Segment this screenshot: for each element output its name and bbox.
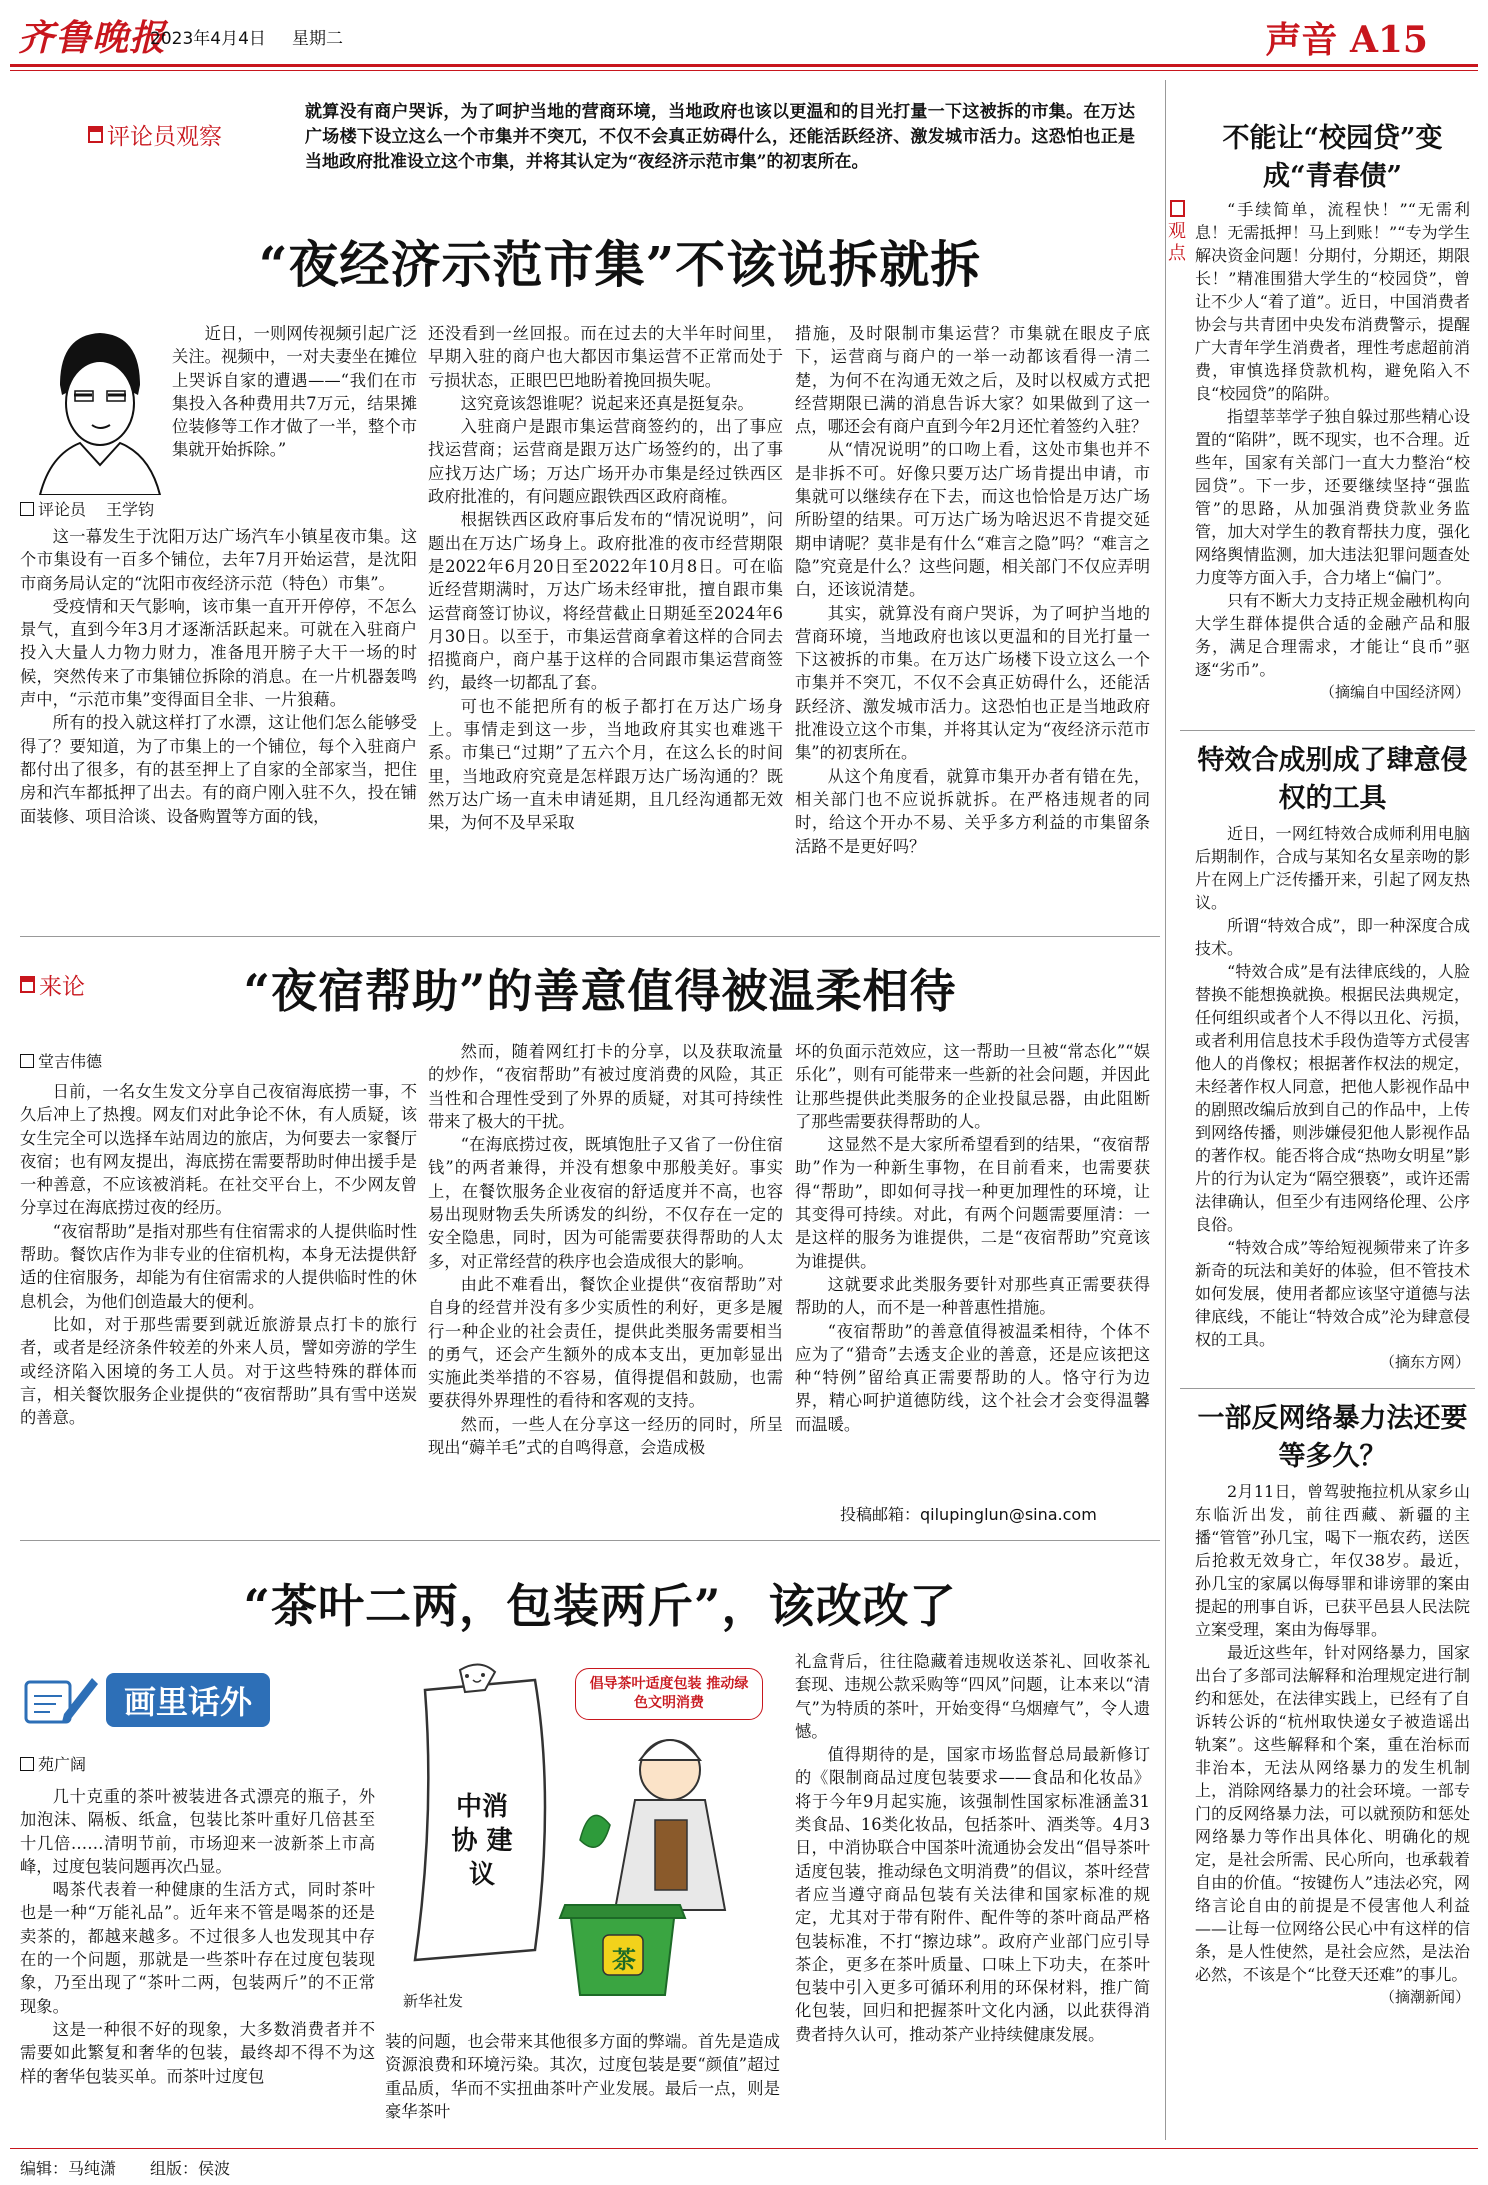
article1-column-2 xyxy=(428,322,783,835)
paragraph: 这是一种很不好的现象，大多数消费者并不需要如此繁复和奢华的包装，最终却不得不为这样的奢华包装买单。而茶叶过度包 xyxy=(20,2019,375,2086)
section-tag-commentary: 评论员观察 xyxy=(88,118,222,151)
paragraph: 最近这些年，针对网络暴力，国家出台了多部司法解释和治理规定进行制约和惩处，在法律实践上，已经有了自诉转公诉的“杭州取快递女子被造谣出轨案”。这些解释和个案，重在治标而非治本，无法从网络暴力的发生机制上，消除网络暴力的社会环境。一部专门的反网络暴力法，可以就预防和惩处网络暴力等作出具体化、明确化的规定，是社会所需、民心所向，也承载着自由的价值。“按键伤人”违法必究，网络言论自由的前提是不侵害他人利益——让每一位网络公民心中有这样的信条，是人性使然，是社会应然，是法治必然，不该是个“比登天还难”的事儿。 xyxy=(1195,1643,1470,1984)
article1-intro: 就算没有商户哭诉，为了呵护当地的营商环境，当地政府也该以更温和的目光打量一下这被拆的市集。在万达广场楼下设立这么一个市集并不突兀，不仅不会真正妨碍什么，还能活跃经济、激发城市活力。这恐怕也正是当地政府批准设立这个市集，并将其认定为“夜经济示范市集”的初衷所在。 xyxy=(305,102,1135,172)
paragraph: 入驻商户是跟市集运营商签约的，出了事应找运营商；运营商是跟万达广场签约的，出了事应找万达广场；万达广场开办市集是经过铁西区政府批准的，有问题应跟铁西区政府商榷。 xyxy=(428,417,783,507)
article3-byline: 苑广阔 xyxy=(20,1752,86,1775)
paragraph: “在海底捞过夜，既填饱肚子又省了一份住宿钱”的两者兼得，并没有想象中那般美好。事实上，在餐饮服务企业夜宿的舒适度并不高，也容易出现财物丢失所诱发的纠纷，不仅存在一定的安全隐患，同时，因为可能需要获得帮助的人太多，对正常经营的秩序也会造成很大的影响。 xyxy=(428,1135,783,1271)
paragraph: 其实，就算没有商户哭诉，为了呵护当地的营商环境，当地政府也该以更温和的目光打量一下这被拆的市集。在万达广场楼下设立这么一个市集并不突兀，不仅不会真正妨碍什么，还能活跃经济、激发城市活力。这恐怕也正是当地政府批准设立这个市集，并将其认定为“夜经济示范市集”的初衷所在。 xyxy=(795,603,1150,763)
paragraph: 指望莘莘学子独自躲过那些精心设置的“陷阱”，既不现实，也不合理。近些年，国家有关部门一直大力整治“校园贷”。下一步，还要继续坚持“强监管”的思路，从加强消费贷款业务监管，加大对学生的教育帮扶力度，强化网络舆情监测，加大违法犯罪问题查处力度等方面入手，合力堵上“偏门”。 xyxy=(1195,407,1470,587)
header-rule-thin xyxy=(10,70,1478,71)
paragraph: 还没看到一丝回报。而在过去的大半年时间里，早期入驻的商户也大都因市集运营不正常而处于亏损状态，正眼巴巴地盼着挽回损失呢。 xyxy=(428,324,783,390)
article1-column-1b xyxy=(20,525,417,828)
paragraph: “特效合成”等给短视频带来了许多新奇的玩法和美好的体验，但不管技术如何发展，使用者都应该坚守道德与法律底线，不能让“特效合成”沦为肆意侵权的工具。 xyxy=(1195,1238,1470,1349)
paragraph: 然而，一些人在分享这一经历的同时，所呈现出“薅羊毛”式的自鸣得意，会造成极 xyxy=(428,1414,783,1458)
article2-headline: “夜宿帮助”的善意值得被温柔相待 xyxy=(243,964,957,1018)
article1-byline: 评论员 王学钧 xyxy=(20,497,154,520)
cartoon-credit: 新华社发 xyxy=(403,1992,464,2010)
paragraph: 2月11日，曾驾驶拖拉机从家乡山东临沂出发，前往西藏、新疆的主播“管管”孙几宝，喝下一瓶农药，送医后抢救无效身亡，年仅38岁。最近，孙几宝的家属以侮辱罪和诽谤罪的案由提起的刑事自诉，已获平邑县人民法院立案受理，案由为侮辱罪。 xyxy=(1195,1482,1470,1639)
section-divider xyxy=(20,1540,1160,1541)
cartoon-sign-text: 中消协 建议 xyxy=(451,1792,513,1890)
article1-column-1a xyxy=(172,322,417,462)
paragraph: 近日，一则网传视频引起广泛关注。视频中，一对夫妻坐在摊位上哭诉自家的遭遇——“我们在市集投入各种费用共7万元，结果摊位装修等工作才做了一半，整个市集就开始拆除。” xyxy=(172,324,417,460)
article1-column-3 xyxy=(795,322,1150,858)
cartoon-bin-label: 茶 xyxy=(612,1945,636,1974)
source-credit: （摘编自中国经济网） xyxy=(1319,683,1470,701)
paragraph: 然而，随着网红打卡的分享，以及获取流量的炒作，“夜宿帮助”有被过度消费的风险，其正当性和合理性受到了外界的质疑，对其可持续性带来了极大的干扰。 xyxy=(428,1042,783,1131)
article3-headline: “茶叶二两，包装两斤”，该改改了 xyxy=(243,1579,957,1633)
pen-paper-icon xyxy=(20,1670,100,1730)
paragraph: 措施，及时限制市集运营？市集就在眼皮子底下，运营商与商户的一举一动都该看得一清二楚，为何不在沟通无效之后，及时以权威方式把经营期限已满的消息告诉大家？如果做到了这一点，哪还会有商户直到今年2月还忙着签约入驻？ xyxy=(795,324,1150,437)
byline-marker xyxy=(20,502,34,516)
source-credit: （摘东方网） xyxy=(1379,1353,1470,1371)
paragraph: 根据铁西区政府事后发布的“情况说明”，问题出在万达广场身上。政府批准的夜市经营期限是2022年6月20日至2022年10月8日。可在临近经营期满时，万达广场未经审批，擅自跟市集运营商签订协议，将经营截止日期延至2024年6月30日。以至于，市集运营商拿着这样的合同去招揽商户，商户基于这样的合同跟市集运营商签约，最终一切都乱了套。 xyxy=(428,510,783,693)
paragraph: 所有的投入就这样打了水漂，这让他们怎么能够受得了？要知道，为了市集上的一个铺位，每个入驻商户都付出了很多，有的甚至押上了自家的全部家当，把住房和汽车都抵押了出去。有的商户刚入驻不久，投在铺面装修、项目洽谈、设备购置等方面的钱， xyxy=(20,713,417,826)
source-credit: （摘潮新闻） xyxy=(1379,1988,1470,2006)
author-portrait xyxy=(30,315,170,495)
article3-column-2 xyxy=(385,2030,780,2123)
issue-date: 2023年4月4日 xyxy=(150,29,266,49)
paragraph: “手续简单，流程快！”“无需利息！无需抵押！马上到账！”“专为学生解决资金问题！分期付，分期还，期限长！”精准围猎大学生的“校园贷”，曾让不少人“着了道”。近日，中国消费者协会与共青团中央发布消费警示，提醒广大青年学生消费者，理性考虑超前消费，审慎选择贷款机构，避免陷入不良“校园贷”的陷阱。 xyxy=(1195,200,1470,403)
sidebar-rule xyxy=(1180,730,1475,731)
sidebar-item3-body xyxy=(1195,1480,1470,2009)
paragraph: 这究竟该怨谁呢？说起来还真是挺复杂。 xyxy=(460,393,754,413)
paragraph: 这就要求此类服务要针对那些真正需要获得帮助的人，而不是一种普惠性措施。 xyxy=(795,1274,1150,1318)
article2-column-1 xyxy=(20,1080,417,1429)
byline-marker xyxy=(20,1054,34,1068)
sidebar-item1-body xyxy=(1195,198,1470,704)
paragraph: 从“情况说明”的口吻上看，这处市集也并不是非拆不可。好像只要万达广场肯提出申请，市集就可以继续存在下去，而这也恰恰是万达广场所盼望的结果。可万达广场为啥迟迟不肯提交延期申请呢？莫非是有什么“难言之隐”吗？“难言之隐”究竟是什么？这些问题，相关部门不仅应弄明白，还该说清楚。 xyxy=(795,440,1150,600)
article2-column-2 xyxy=(428,1040,783,1459)
paragraph: 受疫情和天气影响，该市集一直开开停停，不怎么景气，直到今年3月才逐渐活跃起来。可就在入驻商户投入大量人力物力财力，准备甩开膀子大干一场的时候，突然传来了市集铺位拆除的消息。在一片机器轰鸣声中，“示范市集”变得面目全非、一片狼藉。 xyxy=(20,596,417,710)
paragraph: 坏的负面示范效应，这一帮助一旦被“常态化”“娱乐化”，则有可能带来一些新的社会问题，并因此让那些提供此类服务的企业投鼠忌器，由此阻断了那些需要获得帮助的人。 xyxy=(795,1042,1150,1131)
paragraph: 喝茶代表着一种健康的生活方式，同时茶叶也是一种“万能礼品”。近年来不管是喝茶的还是卖茶的，都越来越多。不过很多人也发现其中存在的一个问题，那就是一些茶叶存在过度包装现象，乃至出现了“茶叶二两，包装两斤”的不正常现象。 xyxy=(20,1880,375,2016)
newspaper-logo: 齐鲁晚报 xyxy=(18,17,167,59)
sidebar-item1-title: 不能让“校园贷”变成“青春债” xyxy=(1222,123,1443,192)
paragraph: “夜宿帮助”是指对那些有住宿需求的人提供临时性帮助。餐饮店作为非专业的住宿机构，本身无法提供舒适的住宿服务，却能为有住宿需求的人提供临时性的休息机会，为他们创造最大的便利。 xyxy=(20,1221,417,1311)
submission-email: 投稿邮箱：qilupinglun@sina.com xyxy=(840,1505,1097,1524)
byline-marker xyxy=(20,1757,34,1771)
column-logo-text: 画里话外 xyxy=(106,1673,270,1727)
paragraph: 礼盒背后，往往隐藏着违规收送茶礼、回收茶礼套现、违规公款采购等“四风”问题，让本来以“清气”为特质的茶叶，开始变得“乌烟瘴气”，令人遗憾。 xyxy=(795,1652,1150,1741)
tag-icon xyxy=(1170,200,1185,217)
tag-icon xyxy=(20,976,35,993)
sidebar-rule xyxy=(1180,1388,1475,1389)
footer-rule xyxy=(10,2148,1478,2149)
sidebar-item3-title: 一部反网络暴力法还要等多久？ xyxy=(1197,1403,1468,1472)
paragraph: 这一幕发生于沈阳万达广场汽车小镇星夜市集。这个市集设有一百多个铺位，去年7月开始运营，是沈阳市商务局认定的“沈阳市夜经济示范（特色）市集”。 xyxy=(20,527,417,593)
article2-column-3 xyxy=(795,1040,1150,1436)
section-divider xyxy=(20,936,1160,937)
footer-layout: 组版：侯波 xyxy=(150,2159,231,2178)
paragraph: 日前，一名女生发文分享自己夜宿海底捞一事，不久后冲上了热搜。网友们对此争论不休，有人质疑，该女生完全可以选择车站周边的旅店，为何要去一家餐厅夜宿；也有网友提出，海底捞在需要帮助时伸出援手是一种善意，不应该被消耗。在社交平台上，不少网友曾分享过在海底捞过夜的经历。 xyxy=(20,1082,417,1218)
article2-byline: 堂吉伟德 xyxy=(20,1049,102,1072)
paragraph: 这显然不是大家所希望看到的结果，“夜宿帮助”作为一种新生事物，在目前看来，也需要获得“帮助”，即如何寻找一种更加理性的环境，让其变得可持续。对此，有两个问题需要厘清：一是这样的服务为谁提供，二是“夜宿帮助”究竟该为谁提供。 xyxy=(795,1135,1150,1271)
paragraph: 值得期待的是，国家市场监督总局最新修订的《限制商品过度包装要求——食品和化妆品》将于今年9月起实施，该强制性国家标准涵盖31类食品、16类化妆品，包括茶叶、酒类等。4月3日，中消协联合中国茶叶流通协会发出“倡导茶叶适度包装，推动绿色文明消费”的倡议，茶叶经营者应当遵守商品包装有关法律和国家标准的规定，尤其对于带有附件、配件等的茶叶商品严格包装标准，不打“擦边球”。政府产业部门应引导茶企，更多在茶叶质量、口味上下功夫，在茶叶包装中引入更多可循环利用的环保材料，推广简化包装，回归和把握茶叶文化内涵，以此获得消费者持久认可，推动茶产业持续健康发展。 xyxy=(795,1745,1150,2044)
sidebar-item2-title: 特效合成别成了肆意侵权的工具 xyxy=(1197,745,1468,814)
column-logo xyxy=(20,1670,340,1730)
paragraph: 装的问题，也会带来其他很多方面的弊端。首先是造成资源浪费和环境污染。其次，过度包装是要“颜值”超过重品质，华而不实扭曲茶叶产业发展。最后一点，则是豪华茶叶 xyxy=(385,2032,780,2121)
paragraph: “特效合成”是有法律底线的，人脸替换不能想换就换。根据民法典规定，任何组织或者个人不得以丑化、污损，或者利用信息技术手段伪造等方式侵害他人的肖像权；根据著作权法的规定，未经著作权人同意，把他人影视作品中的剧照改编后放到自己的作品中，上传到网络传播，则涉嫌侵犯他人影视作品的著作权。能否将合成“热吻女明星”影片的行为认定为“隔空猥亵”，或许还需法律确认，但至少有违网络伦理、公序良俗。 xyxy=(1195,962,1470,1234)
paragraph: “夜宿帮助”的善意值得被温柔相待，个体不应为了“猎奇”去透支企业的善意，还是应该把这种“特例”留给真正需要帮助的人。恪守行为边界，精心呵护道德防线，这个社会才会变得温馨而温暖。 xyxy=(795,1321,1150,1434)
article3-column-3 xyxy=(795,1650,1150,2046)
section-tag-letters: 来论 xyxy=(20,968,85,1001)
issue-weekday: 星期二 xyxy=(292,29,343,49)
tag-icon xyxy=(88,126,103,143)
paragraph: 由此不难看出，餐饮企业提供“夜宿帮助”对自身的经营并没有多少实质性的利好，更多是履行一种企业的社会责任，提供此类服务需要相当的勇气，还会产生额外的成本支出，更加彰显出实施此类举措的不容易，值得提倡和鼓励，也需要获得外界理性的看待和客观的支持。 xyxy=(428,1274,783,1411)
paragraph: 几十克重的茶叶被装进各式漂亮的瓶子，外加泡沫、隔板、纸盒，包装比茶叶重好几倍甚至十几倍……清明节前，市场迎来一波新茶上市高峰，过度包装问题再次凸显。 xyxy=(20,1787,375,1876)
paragraph: 可也不能把所有的板子都打在万达广场身上。事情走到这一步，当地政府其实也难逃干系。市集已“过期”了五六个月，在这么长的时间里，当地政府究竟是怎样跟万达广场沟通的？既然万达广场一直未申请延期，且几经沟通都无效果，为何不及早采取 xyxy=(428,696,783,833)
section-page-label: 声音 A15 xyxy=(1265,19,1428,61)
sidebar-divider xyxy=(1165,80,1166,2140)
paragraph: 近日，一网红特效合成师利用电脑后期制作，合成与某知名女星亲吻的影片在网上广泛传播开来，引起了网友热议。 xyxy=(1195,824,1470,912)
header-rule xyxy=(10,64,1478,67)
article1-headline: “夜经济示范市集”不该说拆就拆 xyxy=(258,235,982,294)
sidebar-item2-body xyxy=(1195,822,1470,1374)
paragraph: 比如，对于那些需要到就近旅游景点打卡的旅行者，或者是经济条件较差的外来人员，譬如旁游的学生或经济陷入困境的务工人员。对于这些特殊的群体而言，相关餐饮服务企业提供的“夜宿帮助”具有雪中送炭的善意。 xyxy=(20,1314,417,1428)
paragraph: 从这个角度看，就算市集开办者有错在先，相关部门也不应说拆就拆。在严格违规者的同时，给这个开办不易、关乎多方利益的市集留条活路不是更好吗？ xyxy=(795,766,1150,856)
sidebar-tag: 观点 xyxy=(1168,200,1186,265)
paragraph: 所谓“特效合成”，即一种深度合成技术。 xyxy=(1195,916,1470,958)
footer-editor: 编辑：马纯潇 xyxy=(20,2159,117,2178)
editorial-cartoon xyxy=(385,1650,780,2020)
paragraph: 只有不断大力支持正规金融机构向大学生群体提供合适的金融产品和服务，满足合理需求，才能让“良币”驱逐“劣币”。 xyxy=(1195,591,1470,679)
cartoon-speech-bubble: 倡导茶叶适度包装 推动绿色文明消费 xyxy=(575,1668,763,1720)
article3-column-1 xyxy=(20,1785,375,2088)
